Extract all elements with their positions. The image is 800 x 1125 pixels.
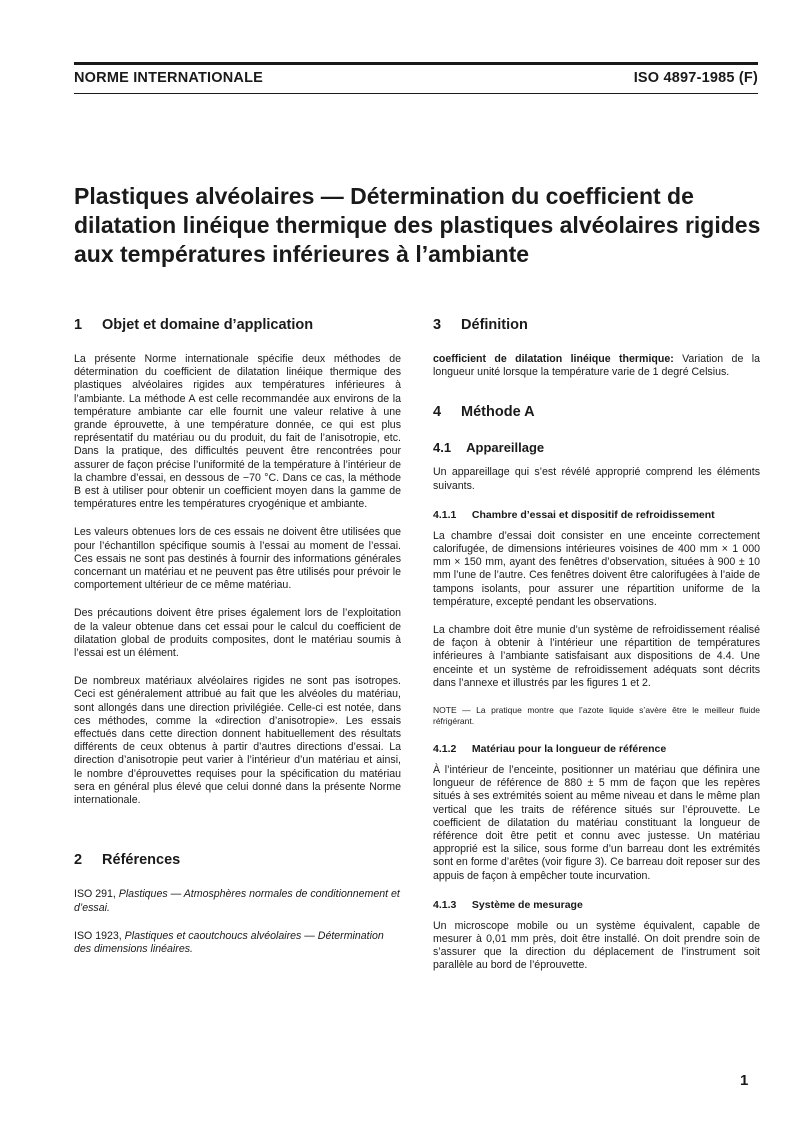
section-4-1-1-paragraph-2: La chambre doit être munie d’un système de refroidissement réalisé de façon à obtenir à l’intérieur une répartition de températures inférieures à l’ambiante satisfaisant aux dispositions de 4.4. Une enceinte et un système de refroidissement adéquats sont décrits dans l’annexe et illustrés par les figures 1 et 2. <box>433 624 760 689</box>
section-4-1-1-number: 4.1.1 <box>433 508 457 521</box>
section-4-1-2-title: Matériau pour la longueur de référence <box>471 743 667 756</box>
section-4-1-1-title: Chambre d’essai et dispositif de refroidissement <box>471 508 715 521</box>
section-2-title: Références <box>102 852 181 869</box>
definition-text: Variation de la longueur unité lorsque la température varie de 1 degré Celsius. <box>433 353 760 379</box>
page-number: 1 <box>740 1072 749 1089</box>
left-column <box>74 316 401 971</box>
reference-1-code: ISO 291, <box>74 888 116 901</box>
right-column <box>433 316 760 988</box>
section-4-1-3-title: Système de mesurage <box>471 898 583 911</box>
header-top-rule <box>74 62 758 65</box>
section-4-1-2-number: 4.1.2 <box>433 743 457 756</box>
section-4-number: 4 <box>433 404 442 421</box>
section-4-1-2-heading <box>433 742 760 756</box>
section-1-paragraph-1: La présente Norme internationale spécifie deux méthodes de détermination du coefficient de dilatation linéique thermique des plastiques alvéolaires rigides aux températures inférieures à l’ambiante. La méthode A est celle recommandée aux environs de la température ambiante car elle fournit une valeur relative à une grande éprouvette, à une température donnée, ce qui est plus représentatif du matériau ou du produit, du fait de l’anisotropie, etc. Dans la pratique, des difficultés peuvent être rencontrées pour assurer de façon précise l’uniformité de la température à l’intérieur de la chambre d’essai, en dessous de −70 °C. Dans ce cas, la méthode B est à utiliser pour obtenir un coefficient moyen dans la gamme de températures entre les températures cryogénique et ambiante. <box>74 353 401 511</box>
reference-2-title: Plastiques et caoutchoucs alvéolaires — Détermination des dimensions linéaires. <box>74 929 384 955</box>
section-3-number: 3 <box>433 317 442 333</box>
section-4-1-3-number: 4.1.3 <box>433 898 457 911</box>
header-bottom-rule <box>74 93 758 94</box>
section-2-heading <box>74 851 401 869</box>
section-4-1-1-heading <box>433 508 760 522</box>
reference-iso-291 <box>74 888 401 914</box>
definition-term: coefficient de dilatation linéique thermique: <box>433 353 674 365</box>
section-1-paragraph-4: De nombreux matériaux alvéolaires rigides ne sont pas isotropes. Ceci est généralement attribué au fait que les alvéoles du matériau, sont allongés dans une direction privilégiée. Celle-ci est notée, dans ces méthodes, comme la «direction d’anisotropie». Les essais effectués dans cette direction donnent habituellement des résultats différents de ceux obtenus à partir d’autres directions d’essai. La direction d’anisotropie peut varier à l’intérieur d’un matériau et ainsi, le nombre d’éprouvettes requises pour la spécification du matériau sera en général plus élevé que celui donné dans la présente Norme internationale. <box>74 675 401 807</box>
section-1-paragraph-3: Des précautions doivent être prises également lors de l’exploitation de la valeur obtenue dans cet essai pour le calcul du coefficient de dilatation global de produits composites, dont le matériau soumis à l’essai est un élément. <box>74 607 401 660</box>
section-4-1-number: 4.1 <box>433 440 452 456</box>
document-title: Plastiques alvéolaires — Détermination du coefficient de dilatation linéique thermique des plastiques alvéolaires rigides aux températures inférieures à l’ambiante <box>74 183 761 267</box>
section-1-title: Objet et domaine d’application <box>102 317 314 333</box>
section-4-1-paragraph: Un appareillage qui s’est révélé approprié comprend les éléments suivants. <box>433 466 760 492</box>
definition-paragraph <box>433 353 760 379</box>
reference-2-code: ISO 1923, <box>74 929 122 942</box>
section-4-1-1-note: NOTE — La pratique montre que l’azote liquide s’avère être le meilleur fluide réfrigérant. <box>433 705 760 727</box>
reference-1-title: Plastiques — Atmosphères normales de conditionnement et d’essai. <box>74 888 400 914</box>
section-4-1-heading <box>433 440 760 456</box>
section-2-number: 2 <box>74 852 83 869</box>
section-4-title: Méthode A <box>461 404 535 421</box>
header-standard-number: ISO 4897-1985 (F) <box>633 70 758 86</box>
page-header <box>74 70 758 86</box>
section-1-number: 1 <box>74 317 83 333</box>
section-4-1-3-heading <box>433 898 760 912</box>
section-4-1-title: Appareillage <box>466 440 545 456</box>
reference-iso-1923 <box>74 930 401 956</box>
section-1-heading <box>74 316 401 334</box>
section-4-1-3-paragraph: Un microscope mobile ou un système équivalent, capable de mesurer à 0,01 mm près, doit être installé. On doit prendre soin de s’assurer que la direction du déplacement de l’instrument soit parallèle au bord de l’éprouvette. <box>433 919 760 972</box>
section-1-paragraph-2: Les valeurs obtenues lors de ces essais ne doivent être utilisées que pour l’échantillon spécifique soumis à l’essai au moment de l’essai. Ces essais ne sont pas destinés à fournir des informations générales concernant un matériau et ne peuvent pas être utilisés pour prévoir le comportement ultérieur de ce même matériau. <box>74 526 401 592</box>
section-3-heading <box>433 316 760 334</box>
section-4-heading <box>433 403 760 421</box>
section-3-title: Définition <box>461 317 528 333</box>
section-4-1-1-paragraph-1: La chambre d’essai doit consister en une enceinte correctement calorifugée, de dimensions intérieures voisines de 400 mm × 1 000 mm × 150 mm, ayant des fenêtres d’observation, situées à 900 ± 10 mm l’une de l’autre. Ces fenêtres doivent être calorifugées à l’aide de tampons isolants, pour assurer une répartition uniforme de la température, excepté pendant les observations. <box>433 529 760 608</box>
section-4-1-2-paragraph: À l’intérieur de l’enceinte, positionner un matériau que définira une longueur de référence de 880 ± 5 mm de façon que les repères situés à ses extrémités soient au même niveau et dans le même plan vertical que les traits de référence situés sur l’éprouvette. Le coefficient de dilatation du matériau constituant la longueur de référence doit être petit et connu avec justesse. Un matériau approprié est la silice, sous forme d’un barreau dont les extrémités sont en forme d’arêtes (voir figure 3). Ce barreau doit reposer sur des appuis de façon à empêcher toute incurvation. <box>433 764 760 882</box>
header-standard-type: NORME INTERNATIONALE <box>74 70 264 86</box>
